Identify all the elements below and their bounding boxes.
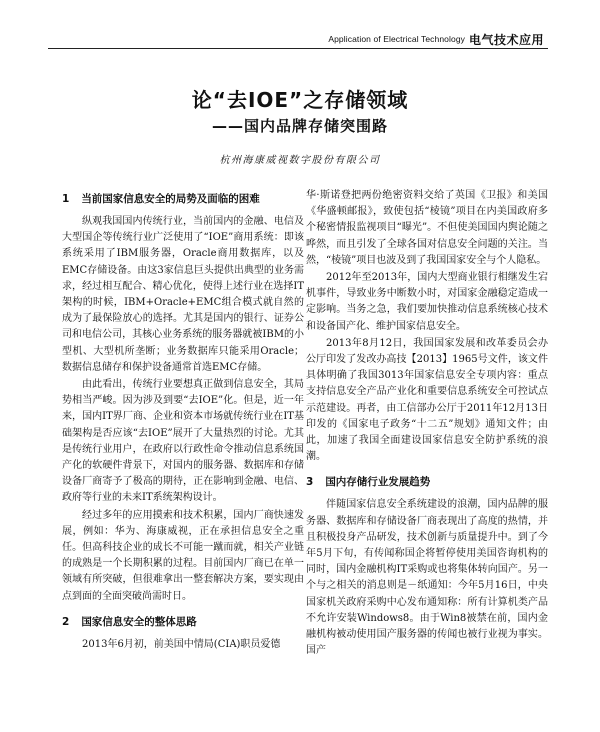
section-title: 当前国家信息安全的局势及面临的困难	[81, 193, 260, 205]
article-title: 论“去IOE”之存储领域	[191, 88, 409, 112]
paragraph: 2013年6月初，前美国中情局(CIA)职员爱德	[82, 638, 281, 650]
right-column	[306, 188, 548, 660]
paragraph: 伴随国家信息安全系统建设的浪潮，国内品牌的服务器、数据库和存储设备厂商表现出了高度的热情，并且积极投身产品研发，技术创新与质量提升中。到了今年5月下旬，有传闻称国企将暂停使用美国咨询机构的同时，国内金融机构IT采购或也将集体转向国产。另一个与之相关的消息则是－纸通知：今年5月16日，中央国家机关政府采购中心发布通知称：所有计算机类产品不允许安装Windows8。由于Win8被禁在前，国内金融机构被动使用国产服务器的传闻也被行业视为事实。国产	[306, 499, 548, 657]
paragraph: 经过多年的应用摸索和技术积累，国内厂商快速发展，例如：华为、海康威视，正在承担信息安全之重任。但高科技企业的成长不可能一蹴而就，相关产业链的成熟是一个长期积累的过程。目前国内厂商已在单一领域有所突破，但很难拿出一整套解决方案，要实现由点到面的全面突破尚需时日。	[62, 509, 304, 602]
paragraph: 纵观我国国内传统行业，当前国内的金融、电信及大型国企等传统行业广泛使用了“IOE”商用系统：即该系统采用了IBM服务器，Oracle商用数据库，以及EMC存储设备。由这3家信息巨头提供出典型的业务需求，经过相互配合、精心优化，使得上述行业在选择IT架构的时候，IBM+Oracle+EMC组合模式就自然的成为了最保险放心的选择。尤其是国内的银行、证券公司和电信公司，其核心业务系统的服务器就被IBM的小型机、大型机所垄断；业务数据库只能采用Oracle；数据信息储存和保护设备通常首选EMC存储。	[62, 216, 304, 373]
section-heading-1	[62, 190, 304, 208]
article-subtitle: ——国内品牌存储突围路	[211, 117, 388, 135]
journal-chinese-name: 电气技术应用	[468, 33, 544, 47]
section-number: 3	[306, 476, 314, 489]
section-title: 国家信息安全的整体思路	[81, 615, 197, 628]
paragraph: 2013年8月12日，我国国家发展和改革委员会办公厅印发了发改办高技【2013】1965号文件，该文件具体明确了我国3013年国家信息安全专项内容：重点支持信息安全产品产业化和重要信息系统安全可控试点示范建设。再者，由工信部办公厅于2011年12月13日印发的《国家电子政务“十二五”规划》通知文件；由此，加速了我国全面建设国家信息安全防护系统的浪潮。	[306, 337, 548, 463]
header-divider	[48, 48, 548, 49]
running-header	[0, 32, 600, 48]
section-number: 1	[62, 193, 70, 205]
journal-english-name: Application of Electrical Technology	[328, 34, 465, 44]
paragraph: 2012年至2013年，国内大型商业银行相继发生宕机事件，导致业务中断数小时，对国家金融稳定造成一定影响。当务之急，我们要加快推动信息系统核心技术和设备国产化、维护国家信息安全。	[306, 272, 548, 332]
paragraph: 由此看出，传统行业要想真正做到信息安全，其局势相当严峻。因为涉及到要“去IOE”化。但是，近一年来，国内IT界厂商、企业和资本市场就传统行业在IT基础架构是否应该“去IOE”展开了大量热烈的讨论。尤其是传统行业用户，在政府以行政性命令推动信息系统国产化的软硬件背景下，对国内的服务器、数据库和存储设备厂商寄予了极高的期待，正在影响到金融、电信、政府等行业的未来IT系统架构设计。	[62, 379, 304, 504]
section-heading-2	[62, 613, 304, 631]
section-heading-3	[306, 473, 548, 491]
left-column	[62, 188, 304, 654]
section-number: 2	[62, 615, 70, 628]
paragraph-continued: 华·斯诺登把两份绝密资料交给了英国《卫报》和美国《华盛顿邮报》，致使包括“棱镜”项目在内美国政府多个秘密情报监视项目“曝光”。不但使美国国内舆论随之哗然，而且引发了全球各国对信息安全问题的关注。当然，“棱镜”项目也波及到了我国国家安全与个人隐私。	[306, 190, 548, 266]
author-affiliation: 杭州海康威视数字股份有限公司	[219, 155, 381, 166]
section-title: 国内存储行业发展趋势	[325, 476, 431, 489]
